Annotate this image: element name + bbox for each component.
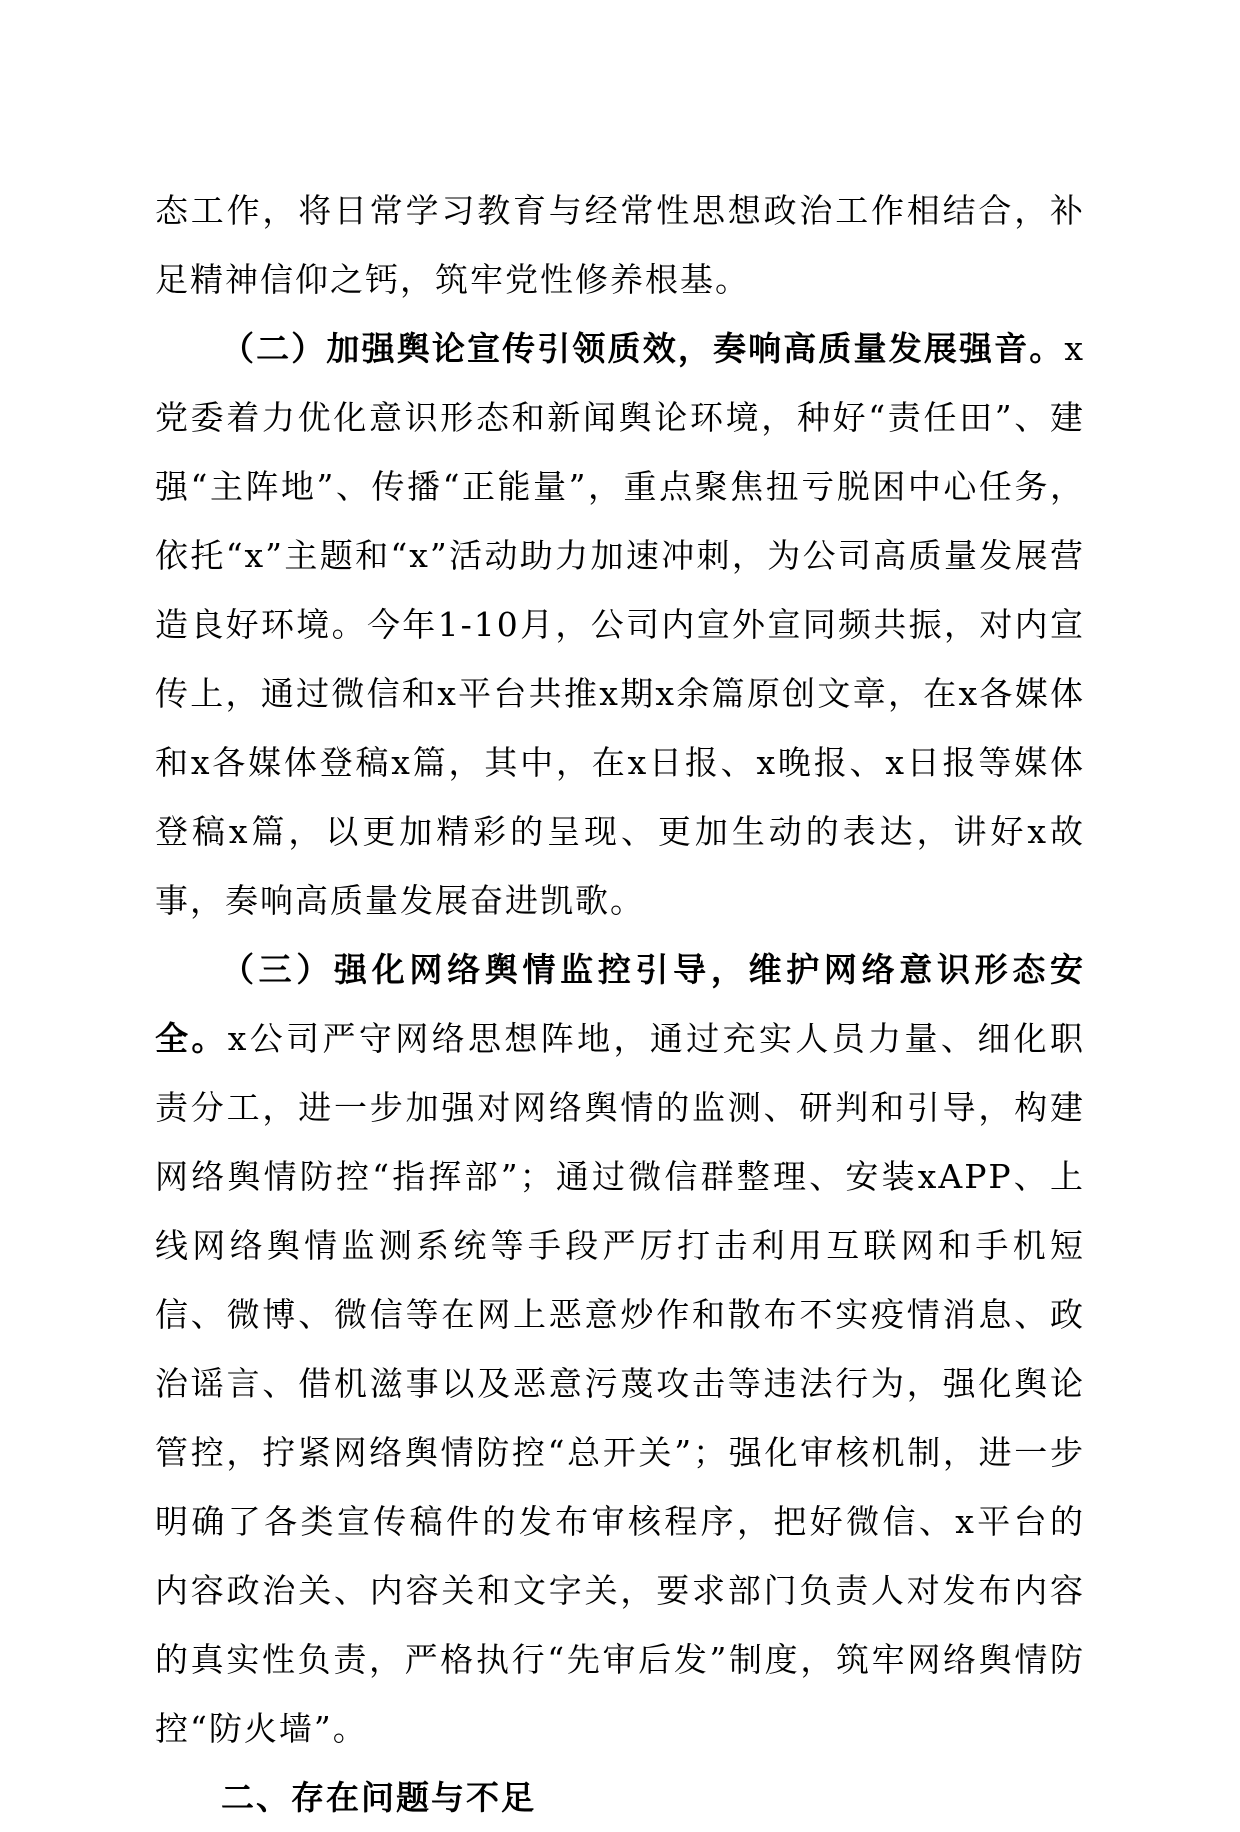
section-3-body: x公司严守网络思想阵地，通过充实人员力量、细化职责分工，进一步加强对网络舆情的监测、研判和引导，构建网络舆情防控“指挥部”；通过微信群整理、安装xAPP、上线网络舆情监测系统等手段严厉打击利用互联网和手机短信、微博、微信等在网上恶意炒作和散布不实疫情消息、政治谣言、借机滋事以及恶意污蔑攻击等违法行为，强化舆论管控，拧紧网络舆情防控“总开关”；强化审核机制，进一步明确了各类宣传稿件的发布审核程序，把好微信、x平台的内容政治关、内容关和文字关，要求部门负责人对发布内容的真实性负责，严格执行“先审后发”制度，筑牢网络舆情防控“防火墙”。 [155, 1019, 1085, 1748]
section-3-lead: （三）强化网络舆情监控引导，维护网络意识形态安全。 [155, 950, 1085, 1058]
document-body [155, 176, 1085, 1832]
paragraph-continuation-text: 态工作，将日常学习教育与经常性思想政治工作相结合，补足精神信仰之钙，筑牢党性修养根基。 [155, 191, 1085, 299]
section-2-body: x党委着力优化意识形态和新闻舆论环境，种好“责任田”、建强“主阵地”、传播“正能量”，重点聚焦扭亏脱困中心任务，依托“x”主题和“x”活动助力加速冲刺，为公司高质量发展营造良好环境。今年1-10月，公司内宣外宣同频共振，对内宣传上，通过微信和x平台共推x期x余篇原创文章，在x各媒体和x各媒体登稿x篇，其中，在x日报、x晚报、x日报等媒体登稿x篇，以更加精彩的呈现、更加生动的表达，讲好x故事，奏响高质量发展奋进凯歌。 [155, 329, 1085, 920]
paragraph-continuation [155, 176, 1085, 314]
paragraph-section-3 [155, 935, 1085, 1763]
heading-problems: 二、存在问题与不足 [221, 1778, 536, 1817]
paragraph-section-2 [155, 314, 1085, 935]
section-2-lead: （二）加强舆论宣传引领质效，奏响高质量发展强音。 [221, 329, 1065, 368]
